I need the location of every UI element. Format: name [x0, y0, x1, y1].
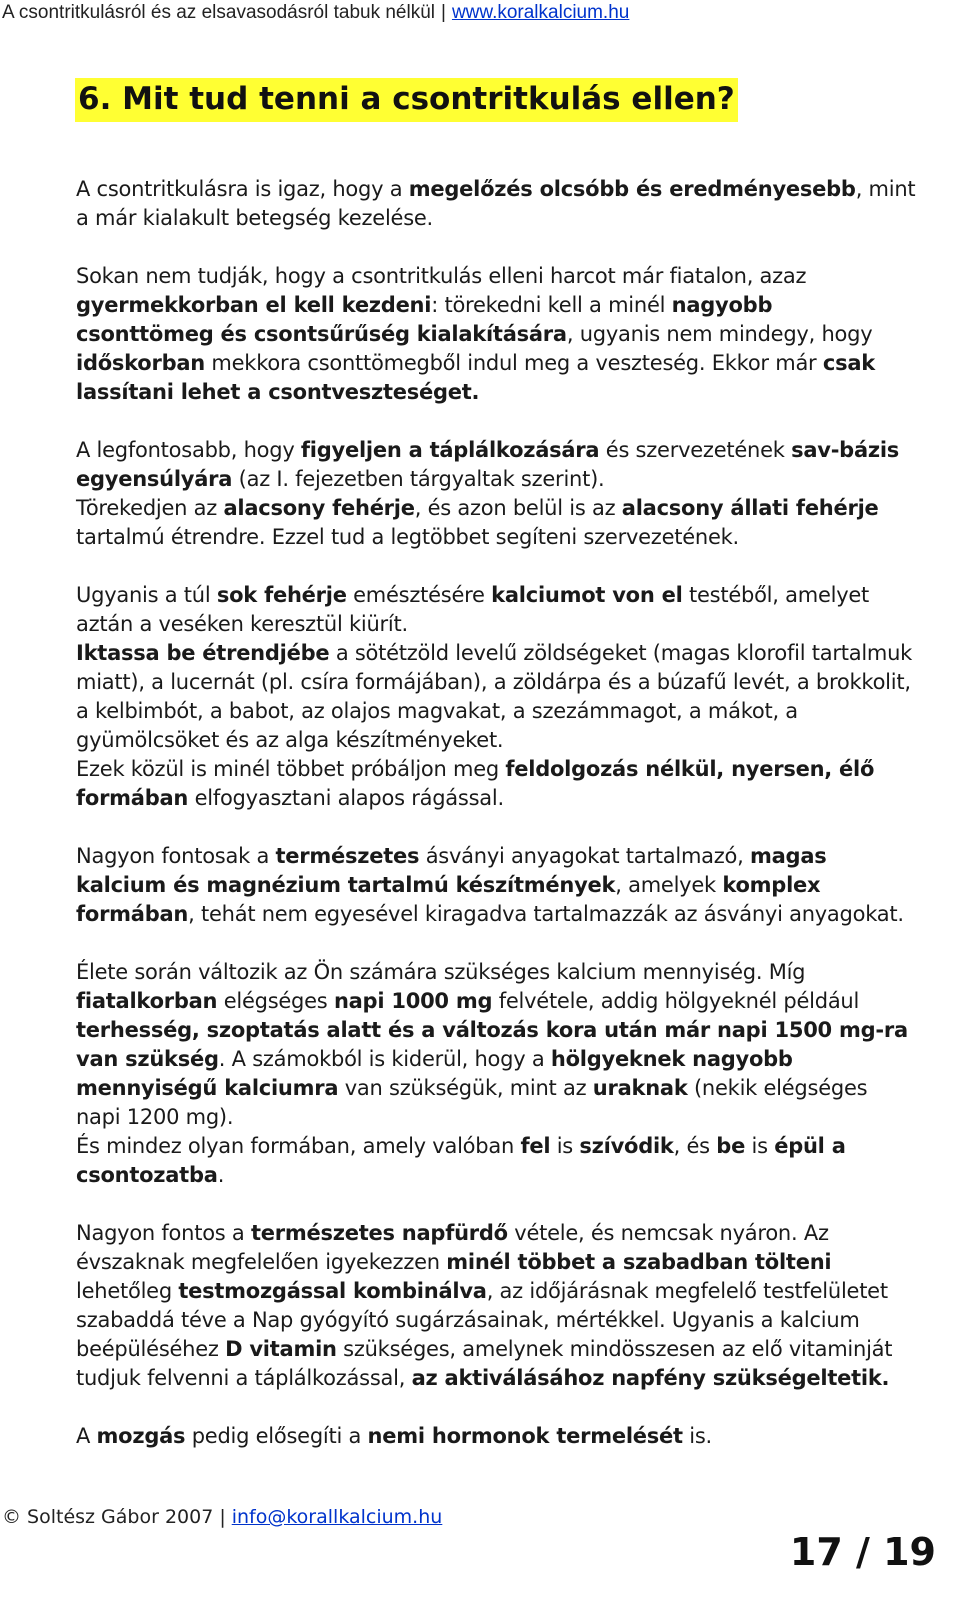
bold-text: időskorban — [76, 351, 205, 375]
bold-text: D vitamin — [225, 1337, 337, 1361]
page-header — [2, 2, 629, 24]
bold-text: megelőzés olcsóbb és eredményesebb — [408, 177, 856, 201]
bold-text: mozgás — [96, 1424, 186, 1448]
text-run: , és — [673, 1134, 717, 1158]
paragraph — [76, 755, 916, 813]
text-run: , mint a már kialakult betegség kezelése. — [76, 177, 916, 230]
paragraph — [76, 262, 916, 407]
text-run: emésztésére — [346, 583, 492, 607]
text-run: vétele, és nemcsak nyáron. Az évszaknak megfelelően igyekezzen — [76, 1221, 829, 1274]
text-run: A csontritkulásra is igaz, hogy a — [76, 177, 409, 201]
text-run: és szervezetének — [599, 438, 792, 462]
footer-email-link[interactable]: info@korallkalcium.hu — [231, 1506, 443, 1528]
bold-text: feldolgozás nélkül, nyersen, élő formában — [76, 757, 875, 810]
bold-text: alacsony állati fehérje — [621, 496, 879, 520]
text-run: Sokan nem tudják, hogy a csontritkulás elleni harcot már fiatalon, azaz — [76, 264, 807, 288]
text-run: is — [550, 1134, 580, 1158]
paragraph — [76, 639, 916, 755]
bold-text: figyeljen a táplálkozására — [300, 438, 600, 462]
text-run: Ezek közül is minél többet próbáljon meg — [76, 757, 506, 781]
text-run: , tehát nem egyesével kiragadva tartalmazzák az ásványi anyagokat. — [188, 902, 904, 926]
bold-text: magas kalcium és magnézium tartalmú készítmények — [76, 844, 827, 897]
bold-text: terhesség, szoptatás alatt és a változás kora után már napi 1500 mg-ra van szükség — [76, 1018, 908, 1071]
bold-text: uraknak — [592, 1076, 688, 1100]
header-separator: | — [441, 2, 446, 23]
text-run: testéből, amelyet aztán a veséken keresztül kiürít. — [76, 583, 870, 636]
text-run: is. — [682, 1424, 712, 1448]
bold-text: csak lassítani lehet a csontveszteséget. — [76, 351, 875, 404]
text-run: Élete során változik az Ön számára szükséges kalcium mennyiség. Míg — [76, 960, 806, 984]
bold-text: természetes napfürdő — [250, 1221, 508, 1245]
text-run: Nagyon fontos a — [76, 1221, 251, 1245]
text-run: Törekedjen az — [76, 496, 224, 520]
bold-text: kalciumot von el — [491, 583, 683, 607]
paragraph — [76, 581, 916, 639]
bold-text: fel — [520, 1134, 551, 1158]
header-website-link[interactable]: www.koralkalcium.hu — [451, 2, 630, 23]
bold-text: az aktiválásához napfény szükségeltetik. — [411, 1366, 890, 1390]
text-run: szükséges, amelynek mindösszesen az elő vitaminját tudjuk felvenni a táplálkozással, — [76, 1337, 893, 1390]
header-title: A csontritkulásról és az elsavasodásról tabuk nélkül — [2, 2, 436, 23]
bold-text: természetes — [275, 844, 420, 868]
text-run: (nekik elégséges napi 1200 mg). — [76, 1076, 868, 1129]
text-run: elégséges — [217, 989, 334, 1013]
paragraph — [76, 958, 916, 1132]
bold-text: épül a csontozatba — [76, 1134, 846, 1187]
bold-text: nagyobb csonttömeg és csontsűrűség kialakítására — [76, 293, 773, 346]
bold-text: sok fehérje — [216, 583, 347, 607]
text-run: elfogyasztani alapos rágással. — [188, 786, 504, 810]
text-run: A — [76, 1424, 97, 1448]
text-run: . — [217, 1163, 225, 1187]
paragraph — [76, 175, 916, 233]
text-run: van szükségük, mint az — [338, 1076, 593, 1100]
text-run: , ugyanis nem mindegy, hogy — [566, 322, 873, 346]
footer-separator: | — [219, 1506, 226, 1528]
bold-text: szívódik — [579, 1134, 674, 1158]
text-run: , amelyek — [615, 873, 723, 897]
paragraph — [76, 1132, 916, 1190]
bold-text: be — [716, 1134, 746, 1158]
text-run: a sötétzöld levelű zöldségeket (magas klorofil tartalmuk miatt), a lucernát (pl. csíra formájában), a zöldárpa és a búzafű levét, a brokkolit, a kelbimbót, a babot, az olajos magvakat, a szezámmagot, a mákot, a gyümölcsöket és az alga készítményeket. — [76, 641, 913, 752]
bold-text: gyermekkorban el kell kezdeni — [76, 293, 432, 317]
text-run: Nagyon fontosak a — [76, 844, 276, 868]
bold-text: testmozgással kombinálva — [178, 1279, 487, 1303]
text-run: Ugyanis a túl — [76, 583, 217, 607]
text-run: , és azon belül is az — [414, 496, 622, 520]
bold-text: fiatalkorban — [76, 989, 218, 1013]
text-run: . A számokból is kiderül, hogy a — [218, 1047, 551, 1071]
text-run: tartalmú étrendre. Ezzel tud a legtöbbet segíteni szervezetének. — [76, 525, 739, 549]
text-run: És mindez olyan formában, amely valóban — [76, 1134, 521, 1158]
footer-copyright: © Soltész Gábor 2007 — [2, 1506, 214, 1528]
bold-text: hölgyeknek nagyobb mennyiségű kalciumra — [76, 1047, 793, 1100]
section-title: 6. Mit tud tenni a csontritkulás ellen? — [75, 78, 738, 122]
page-footer — [2, 1506, 442, 1528]
bold-text: Iktassa be étrendjébe — [76, 641, 330, 665]
page-number: 17 / 19 — [789, 1530, 936, 1574]
text-run: lehetőleg — [76, 1279, 179, 1303]
text-run: is — [745, 1134, 775, 1158]
text-run: felvétele, addig hölgyeknél például — [492, 989, 860, 1013]
text-run: : törekedni kell a minél — [431, 293, 672, 317]
text-run: mekkora csonttömegből indul meg a veszteség. Ekkor már — [205, 351, 823, 375]
bold-text: nemi hormonok termelését — [367, 1424, 683, 1448]
paragraph — [76, 842, 916, 929]
text-run: (az I. fejezetben tárgyaltak szerint). — [232, 467, 605, 491]
paragraph — [76, 436, 916, 494]
paragraph — [76, 1422, 916, 1451]
bold-text: sav-bázis egyensúlyára — [76, 438, 900, 491]
text-run: ásványi anyagokat tartalmazó, — [419, 844, 750, 868]
paragraph — [76, 1219, 916, 1393]
document-body — [76, 175, 916, 1451]
bold-text: alacsony fehérje — [223, 496, 415, 520]
text-run: A legfontosabb, hogy — [76, 438, 301, 462]
bold-text: napi 1000 mg — [333, 989, 493, 1013]
text-run: pedig elősegíti a — [185, 1424, 368, 1448]
bold-text: komplex formában — [76, 873, 821, 926]
paragraph — [76, 494, 916, 552]
bold-text: minél többet a szabadban tölteni — [446, 1250, 832, 1274]
text-run: , az időjárásnak megfelelő testfelületet szabaddá téve a Nap gyógyító sugárzásainak, mértékkel. Ugyanis a kalcium beépüléséhez — [76, 1279, 888, 1361]
